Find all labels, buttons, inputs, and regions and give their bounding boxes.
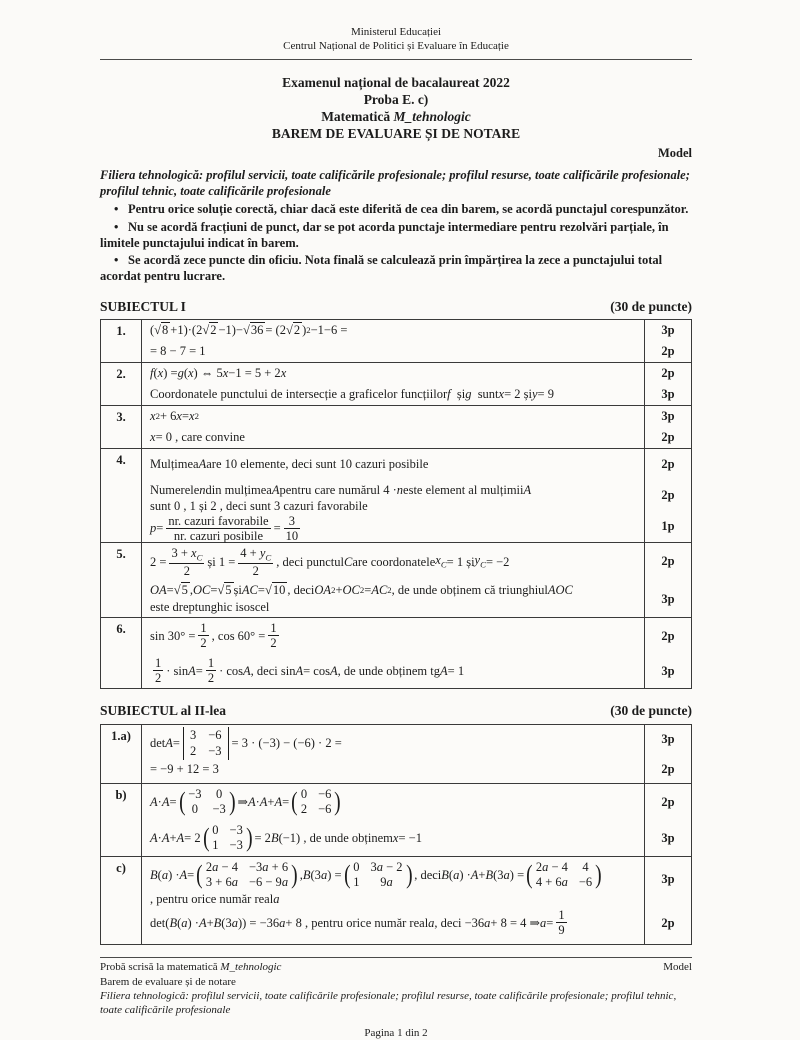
question-row [101, 856, 691, 944]
points-value: 2p [644, 543, 691, 580]
points-value: 2p [644, 901, 691, 945]
solution-lines [142, 320, 691, 362]
page-footer [100, 960, 692, 1039]
solution-step: det A = 3 −6 2 −3 = 3 · (−3) − (−6) · 2 = [142, 725, 644, 754]
solution-lines [142, 406, 691, 448]
bullet-item [100, 219, 692, 252]
score-line [142, 543, 691, 580]
subject1-heading [100, 298, 692, 316]
solution-step: p = $\frac{\text{nr. cazuri favorabile}}{\text{nr. cazuri posibile}}$ = $\frac{3}{10}$ [150, 513, 299, 543]
bullet-icon: • [114, 202, 119, 217]
exam-subject-name: Matematică [321, 109, 394, 125]
ministry-line-1: Ministerul Educației [350, 26, 442, 38]
question-row [101, 362, 691, 405]
filiera-note: Filiera tehnologică: profilul servicii, toate calificările profesionale; profilul resurse, toate calificările profesionale; profilul tehnic, toate calificările profesionale [100, 167, 690, 199]
bullet-item [100, 201, 692, 217]
solution-step: x = 0 , care convine [150, 430, 245, 445]
score-line [142, 480, 691, 514]
solution-step: sin 30° = $\frac{1}{2}$ , cos 60° = $\frac{1}{2}$ [150, 621, 277, 651]
question-number: 1.a) [101, 725, 142, 783]
points-value: 2p [644, 449, 691, 480]
score-line [142, 901, 691, 945]
subject2-points: (30 de puncte) [610, 703, 692, 719]
score-line [142, 754, 691, 783]
bullet-item [100, 252, 692, 285]
solution-step: 2 = $\frac{3 + x_C}{2}$ și 1 = $\frac{4 + y_C}{2}$ , deci punctul C are coordonatele $x_C$ = 1 și $y_C$ = −2 [150, 545, 510, 578]
barem-title: BAREM DE EVALUARE ȘI DE NOTARE [271, 126, 521, 142]
bullet-text: Pentru orice soluție corectă, chiar dacă este diferită de cea din barem, se acordă punctajul corespunzător. [128, 202, 689, 217]
score-line [142, 653, 691, 688]
solution-lines [142, 363, 691, 405]
points-value: 2p [644, 618, 691, 653]
question-number: b) [101, 784, 142, 856]
question-number: 5. [101, 543, 142, 618]
solution-step: Mulțimea A are 10 elemente, deci sunt 10 cazuri posibile [150, 457, 429, 472]
points-value: 3p [644, 580, 691, 617]
points-value: 3p [644, 653, 691, 688]
question-row [101, 783, 691, 856]
ministry-header [100, 26, 692, 54]
points-value: 2p [644, 341, 691, 362]
solution-step: OA = √5 , OC = √5 și AC = √10 , deci OA 2 + OC 2 = AC 2 , de unde obținem că triunghiul AOC este dreptunghic isoscel [150, 583, 573, 614]
question-row [101, 725, 691, 783]
subject2-table [100, 724, 692, 946]
footer-rule [100, 957, 692, 958]
page-number: Pagina 1 din 2 [364, 1026, 428, 1039]
exam-proba: Proba E. c) [363, 91, 429, 107]
solution-step: Coordonatele punctului de intersecție a graficelor funcțiilor f și g sunt x = 2 și y = 9 [150, 387, 554, 402]
header-rule [100, 59, 692, 60]
solution-lines [142, 618, 691, 688]
document-page [100, 0, 692, 1040]
question-row [101, 405, 691, 448]
bullet-text: Nu se acordă fracțiuni de punct, dar se pot acorda punctaje intermediare pentru rezolvări parțiale, în limitele punctajului indicat în barem. [100, 219, 669, 250]
question-number: 1. [101, 320, 142, 362]
question-row [101, 617, 691, 688]
question-number: 6. [101, 618, 142, 688]
solution-step: = 8 − 7 = 1 [150, 344, 206, 359]
points-value: 3p [644, 320, 691, 341]
footer-proba [100, 960, 281, 974]
solution-lines [142, 784, 691, 856]
points-value: 3p [644, 857, 691, 901]
points-value: 2p [644, 427, 691, 448]
solution-step: B ( a ) · A = ( 2a − 4 −3a + 6 3 + 6a −6 − 9a ) , B (3 a ) = ( 0 3a − 2 1 9a ) , deci B ( a ) · A + B (3 a ) = ( 2a − 4 4 4 + 6a −6 ) , pentru orice număr real a [150, 860, 602, 907]
question-number: 3. [101, 406, 142, 448]
solution-lines [142, 449, 691, 542]
question-number: c) [101, 857, 142, 944]
exam-subject-profile: M_tehnologic [393, 109, 471, 125]
footer-model-label: Model [663, 961, 692, 974]
question-row [101, 448, 691, 542]
score-line [142, 427, 691, 448]
points-value: 1p [644, 511, 691, 542]
footer-filiera: Filiera tehnologică: profilul servicii, toate calificările profesionale; profilul resurse, toate calificările profesionale; profilul tehnic, toate calificările profesionale [100, 990, 677, 1017]
points-value: 3p [644, 406, 691, 427]
footer-line-1 [100, 960, 692, 974]
bullet-list [100, 201, 692, 284]
score-line [142, 406, 691, 427]
points-value: 3p [644, 384, 691, 405]
solution-step: det( B ( a ) · A + B (3 a )) = −36 a + 8 , pentru orice număr real a , deci −36 a + 8 = 4 ⇒ a = $\frac{1}{9}$ [150, 908, 565, 938]
solution-lines [142, 725, 691, 783]
points-value: 2p [644, 480, 691, 511]
score-line [142, 341, 691, 362]
points-value: 2p [644, 363, 691, 384]
points-value: 2p [644, 754, 691, 783]
solution-step: ( √8 +1)·(2 √2 −1)− √36 = (2 √2 ) 2 −1−6 = [150, 323, 348, 338]
score-line [142, 449, 691, 480]
question-row [101, 320, 691, 362]
bullet-text: Se acordă zece puncte din oficiu. Nota finală se calculează prin împărțirea la zece a punctajului total acordat pentru lucrare. [100, 253, 663, 284]
subject1-table [100, 319, 692, 689]
solution-step: x 2 + 6 x = x 2 [150, 409, 199, 424]
score-line [142, 320, 691, 341]
score-line [142, 384, 691, 405]
score-line [142, 618, 691, 653]
solution-step: A · A + A = 2 ( 0 −3 1 −3 ) = 2 B (−1) , de unde obținem x = −1 [150, 823, 422, 853]
score-line [142, 784, 691, 820]
solution-step: A · A = ( −3 0 0 −3 ) ⇒ A · A + A = ( 0 −6 2 −6 ) [150, 787, 342, 817]
solution-lines [142, 543, 691, 618]
solution-step: f ( x ) = g ( x ) ⇔ 5 x −1 = 5 + 2 x [150, 366, 287, 381]
subject2-title: SUBIECTUL al II-lea [100, 703, 227, 719]
exam-subject [100, 108, 692, 125]
footer-line-2: Barem de evaluare și de notare [100, 975, 236, 988]
score-line [142, 725, 691, 758]
footer-proba-profile: M_tehnologic [220, 961, 282, 974]
score-line [142, 363, 691, 384]
model-label: Model [657, 145, 692, 160]
score-line [142, 511, 691, 542]
footer-proba-text: Probă scrisă la matematică [100, 961, 221, 974]
points-value: 3p [644, 725, 691, 754]
subject1-points: (30 de puncte) [610, 298, 692, 314]
question-number: 4. [101, 449, 142, 542]
bullet-icon: • [114, 219, 119, 234]
subject2-heading [100, 702, 692, 720]
points-value: 3p [644, 820, 691, 856]
solution-step: $\frac{1}{2}$ · sin A = $\frac{1}{2}$ · cos A , deci sin A = cos A , de unde obținem tg A = 1 [155, 656, 465, 686]
points-value: 2p [644, 784, 691, 820]
solution-lines [142, 857, 691, 944]
score-line [142, 820, 691, 856]
ministry-line-2: Centrul Național de Politici și Evaluare în Educație [283, 39, 509, 52]
solution-step: = −9 + 12 = 3 [150, 761, 219, 776]
score-line [142, 857, 691, 907]
subject1-title: SUBIECTUL I [100, 298, 186, 314]
question-row [101, 542, 691, 618]
bullet-icon: • [114, 253, 119, 268]
exam-title-block [100, 74, 692, 143]
score-line [142, 580, 691, 617]
question-number: 2. [101, 363, 142, 405]
exam-title: Examenul național de bacalaureat 2022 [282, 74, 510, 90]
solution-step: Numerele n din mulțimea A pentru care numărul 4 · n este element al mulțimii A sunt 0 , 1 și 2 , deci sunt 3 cazuri favorabile [150, 482, 532, 514]
